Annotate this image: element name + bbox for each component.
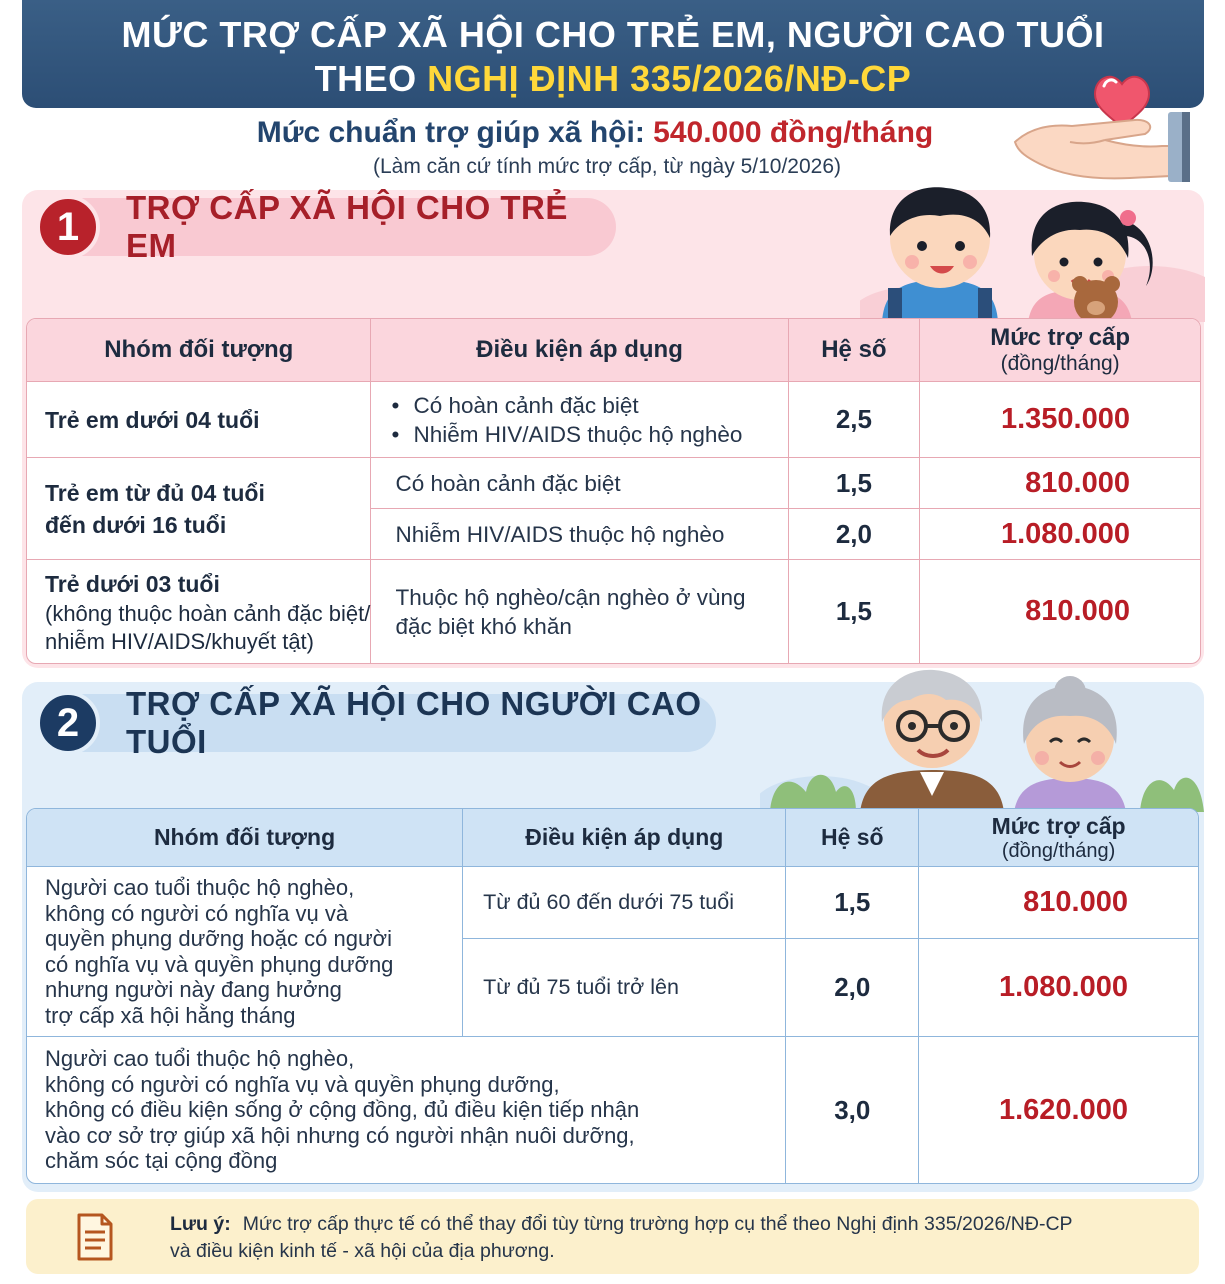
coefficient-cell: 1,5 xyxy=(789,560,921,663)
subtitle-prefix: THEO xyxy=(314,58,428,99)
standard-label: Mức chuẩn trợ giúp xã hội: xyxy=(256,116,654,149)
column-header-coefficient: Hệ số xyxy=(786,809,919,867)
note-line xyxy=(170,1211,1170,1238)
amount-cell: 1.080.000 xyxy=(919,939,1198,1037)
table-row xyxy=(27,458,1200,509)
table-header-row xyxy=(27,319,1200,382)
list-item: • Nhiễm HIV/AIDS thuộc hộ nghèo xyxy=(413,420,787,449)
children-benefit-table xyxy=(26,318,1201,664)
section-number-badge: 1 xyxy=(36,195,100,259)
group-line: nhưng người này đang hưởng xyxy=(45,977,342,1002)
table-row xyxy=(27,560,1200,663)
group-line: trợ cấp xã hội hằng tháng xyxy=(45,1002,296,1028)
condition-cell: Có hoàn cảnh đặc biệt xyxy=(371,458,788,509)
group-cell xyxy=(27,560,371,663)
section-title: TRỢ CẤP XÃ HỘI CHO TRẺ EM xyxy=(126,189,568,264)
page-title: MỨC TRỢ CẤP XÃ HỘI CHO TRẺ EM, NGƯỜI CAO TUỔI xyxy=(121,14,1105,55)
condition-cell: Nhiễm HIV/AIDS thuộc hộ nghèo xyxy=(371,509,788,560)
condition-cell xyxy=(371,560,788,663)
group-line: không có người có nghĩa vụ và quyền phụng dưỡng, xyxy=(45,1071,560,1097)
note-text xyxy=(170,1211,1170,1265)
children-illustration-icon xyxy=(860,176,1205,322)
group-line: đến dưới 16 tuổi xyxy=(45,511,227,538)
group-title: Trẻ dưới 03 tuổi xyxy=(45,570,220,597)
note-box xyxy=(26,1199,1199,1274)
condition-cell: Từ đủ 60 đến dưới 75 tuổi xyxy=(463,867,786,939)
children-section-heading xyxy=(38,189,616,264)
group-cell xyxy=(27,867,463,1037)
group-cell xyxy=(27,1037,786,1183)
group-line: Người cao tuổi thuộc hộ nghèo, xyxy=(45,875,355,900)
amount-header-unit: (đồng/tháng) xyxy=(1001,839,1116,862)
column-header-amount xyxy=(919,809,1198,867)
column-header-group: Nhóm đối tượng xyxy=(27,319,371,382)
amount-cell: 1.350.000 xyxy=(920,382,1200,458)
amount-cell: 1.620.000 xyxy=(998,1093,1128,1126)
group-line: vào cơ sở trợ giúp xã hội nhưng có người nhận nuôi dưỡng, xyxy=(45,1122,635,1148)
coefficient-cell: 1,5 xyxy=(786,867,919,939)
group-line: có nghĩa vụ và quyền phụng dưỡng xyxy=(45,951,394,977)
document-icon xyxy=(76,1212,114,1262)
group-line: Trẻ em từ đủ 04 tuổi xyxy=(45,479,265,506)
group-line: không có người có nghĩa vụ và xyxy=(45,900,349,926)
group-cell xyxy=(27,458,371,560)
amount-header-label: Mức trợ cấp xyxy=(990,324,1131,351)
group-line: không có điều kiện sống ở cộng đồng, đủ điều kiện tiếp nhận xyxy=(45,1097,640,1123)
note-line1: Mức trợ cấp thực tế có thể thay đổi tùy từng trường hợp cụ thể theo Nghị định 335/2026/NĐ-CP xyxy=(242,1213,1073,1235)
section-title: TRỢ CẤP XÃ HỘI CHO NGƯỜI CAO TUỔI xyxy=(126,685,702,760)
amount-header-unit: (đồng/tháng) xyxy=(1000,352,1120,375)
condition-cell xyxy=(371,382,788,458)
condition-line: đặc biệt khó khăn xyxy=(395,613,572,639)
elderly-illustration-icon xyxy=(760,662,1205,812)
table-header-row xyxy=(27,809,1198,867)
coefficient-cell: 2,0 xyxy=(786,939,919,1037)
group-line: Người cao tuổi thuộc hộ nghèo, xyxy=(45,1046,355,1072)
column-header-condition: Điều kiện áp dụng xyxy=(371,319,788,382)
table-row xyxy=(27,867,1198,939)
coefficient-cell: 3,0 xyxy=(786,1037,919,1183)
coefficient-cell: 1,5 xyxy=(789,458,921,509)
group-line: quyền phụng dưỡng hoặc có người xyxy=(45,926,392,951)
group-line: chăm sóc tại cộng đồng xyxy=(45,1148,278,1174)
group-note-line: (không thuộc hoàn cảnh đặc biệt/ xyxy=(45,600,371,626)
note-line2: và điều kiện kinh tế - xã hội của địa phương. xyxy=(170,1240,555,1262)
amount-cell: 810.000 xyxy=(1025,595,1130,627)
list-item: • Có hoàn cảnh đặc biệt xyxy=(413,391,787,420)
standard-amount: 540.000 đồng/tháng xyxy=(653,116,934,149)
note-label: Lưu ý: xyxy=(170,1213,231,1235)
amount-cell: 810.000 xyxy=(919,867,1198,939)
amount-header-label: Mức trợ cấp xyxy=(991,812,1126,839)
table-row xyxy=(27,382,1200,458)
column-header-amount xyxy=(920,319,1200,382)
condition-cell: Từ đủ 75 tuổi trở lên xyxy=(463,939,786,1037)
section-number-badge: 2 xyxy=(36,691,100,755)
elderly-benefit-table xyxy=(26,808,1199,1184)
column-header-coefficient: Hệ số xyxy=(789,319,921,382)
standard-note: (Làm căn cứ tính mức trợ cấp, từ ngày 5/10/2026) xyxy=(373,155,841,178)
column-header-group: Nhóm đối tượng xyxy=(27,809,463,867)
condition-line: Thuộc hộ nghèo/cận nghèo ở vùng xyxy=(395,584,746,610)
coefficient-cell: 2,5 xyxy=(789,382,921,458)
group-cell: Trẻ em dưới 04 tuổi xyxy=(27,382,371,458)
group-note-line: nhiễm HIV/AIDS/khuyết tật) xyxy=(45,628,314,654)
amount-cell: 1.080.000 xyxy=(920,509,1200,560)
table-row xyxy=(27,1037,1198,1183)
condition-list xyxy=(395,391,787,449)
hand-heart-icon xyxy=(1010,64,1195,184)
coefficient-cell: 2,0 xyxy=(789,509,921,560)
amount-cell: 810.000 xyxy=(920,458,1200,509)
column-header-condition: Điều kiện áp dụng xyxy=(463,809,786,867)
elderly-section-heading xyxy=(38,685,716,760)
decree-highlight: NGHỊ ĐỊNH 335/2026/NĐ-CP xyxy=(427,58,912,99)
